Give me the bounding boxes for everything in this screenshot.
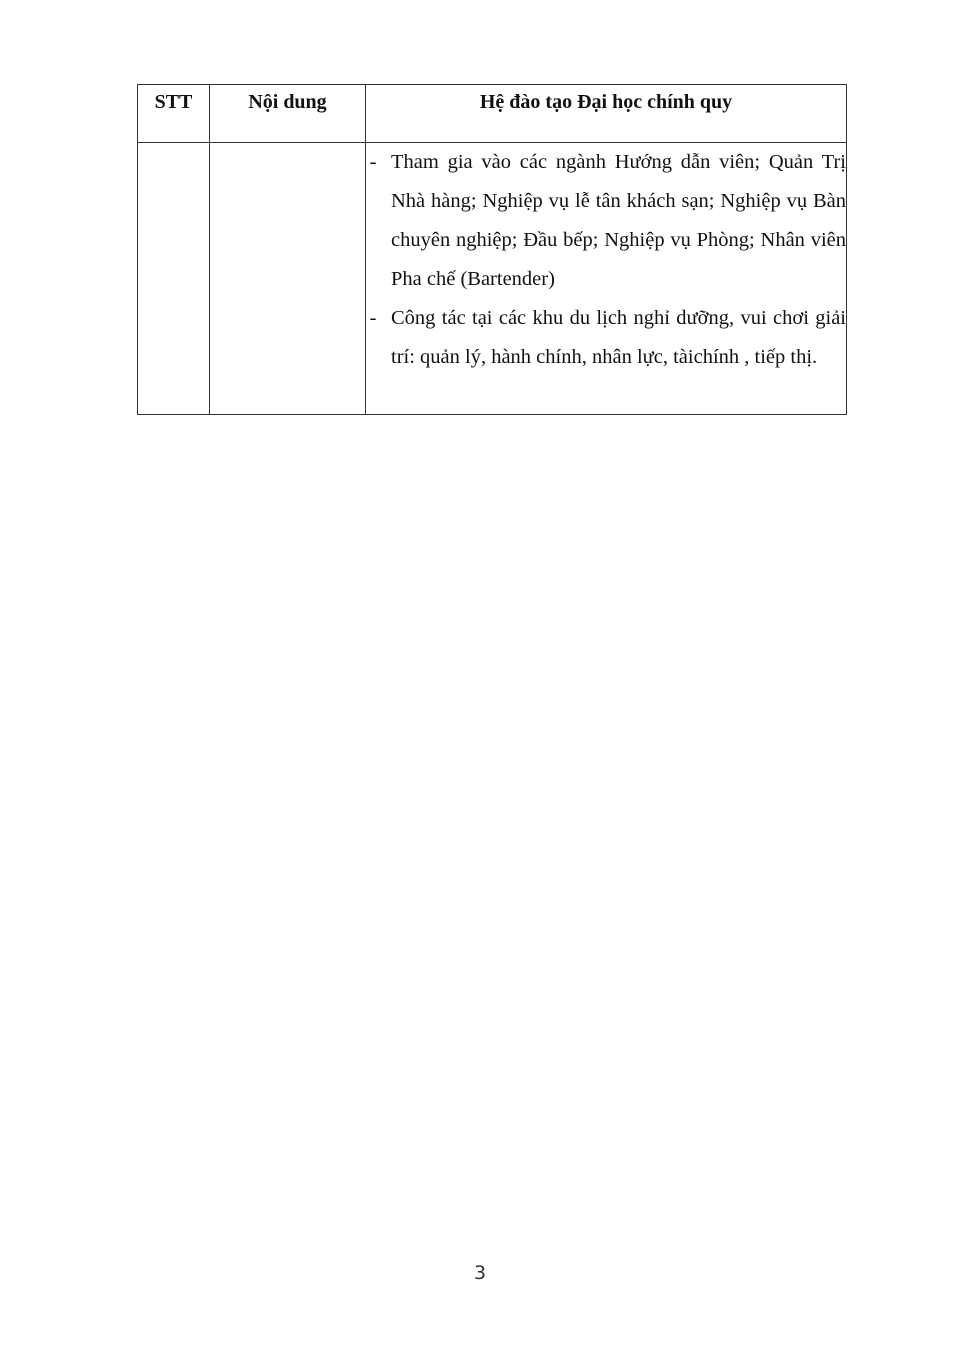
table-header-row bbox=[138, 85, 847, 143]
career-list bbox=[366, 143, 846, 377]
table-row bbox=[138, 143, 847, 415]
list-item-text: Tham gia vào các ngành Hướng dẫn viên; Quản Trị Nhà hàng; Nghiệp vụ lễ tân khách sạn; Nghiệp vụ Bàn chuyên nghiệp; Đầu bếp; Nghiệp vụ Phòng; Nhân viên Pha chế (Bartender) bbox=[391, 151, 846, 290]
bullet-dash: - bbox=[369, 307, 377, 329]
cell-stt bbox=[138, 143, 210, 415]
bullet-dash: - bbox=[369, 151, 377, 173]
header-stt: STT bbox=[138, 85, 210, 143]
list-item bbox=[366, 143, 846, 299]
program-table bbox=[137, 84, 847, 415]
cell-noi-dung bbox=[210, 143, 366, 415]
cell-he-dao-tao bbox=[366, 143, 847, 415]
list-item-text: Công tác tại các khu du lịch nghỉ dưỡng, vui chơi giải trí: quản lý, hành chính, nhân lực, tàichính , tiếp thị. bbox=[391, 307, 846, 368]
header-he-dao-tao: Hệ đào tạo Đại học chính quy bbox=[366, 85, 847, 143]
header-noi-dung: Nội dung bbox=[210, 85, 366, 143]
page-number: 3 bbox=[473, 1262, 487, 1284]
list-item bbox=[366, 299, 846, 377]
